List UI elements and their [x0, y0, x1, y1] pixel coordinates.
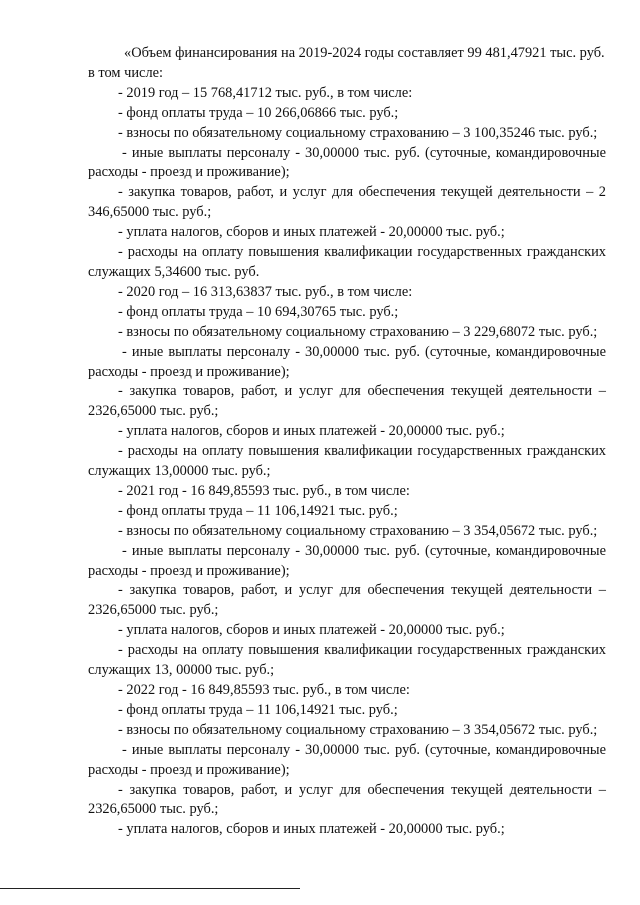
list-item: в том числе:	[88, 64, 164, 81]
list-item: - фонд оплаты труда – 11 106,14921 тыс. руб.;	[118, 502, 398, 519]
list-item: - фонд оплаты труда – 10 694,30765 тыс. руб.;	[118, 303, 399, 320]
list-item: - уплата налогов, сборов и иных платежей - 20,00000 тыс. руб.;	[118, 423, 505, 440]
list-item: - иные выплаты персоналу - 30,00000 тыс. руб. (суточные, командировочные расходы - проезд и проживание);	[88, 741, 606, 778]
footnote-separator	[0, 888, 300, 889]
list-item: - взносы по обязательному социальному страхованию – 3 100,35246 тыс. руб.;	[118, 124, 598, 141]
list-item: - закупка товаров, работ, и услуг для обеспечения текущей деятельности – 2326,65000 тыс. руб.;	[88, 383, 606, 420]
list-item: - фонд оплаты труда – 11 106,14921 тыс. руб.;	[118, 701, 398, 718]
document-body	[88, 44, 606, 840]
list-item: - закупка товаров, работ, и услуг для обеспечения текущей деятельности – 2326,65000 тыс. руб.;	[88, 781, 606, 818]
list-item: - фонд оплаты труда – 10 266,06866 тыс. руб.;	[118, 104, 399, 121]
list-item: - 2019 год – 15 768,41712 тыс. руб., в том числе:	[118, 84, 413, 101]
list-item: - закупка товаров, работ, и услуг для обеспечения текущей деятельности – 2326,65000 тыс. руб.;	[88, 582, 606, 619]
list-item: - взносы по обязательному социальному страхованию – 3 354,05672 тыс. руб.;	[118, 721, 598, 738]
list-item: - расходы на оплату повышения квалификации государственных гражданских служащих 13, 00000 тыс. руб.;	[88, 642, 606, 679]
list-item: - 2022 год - 16 849,85593 тыс. руб., в том числе:	[118, 682, 410, 698]
list-item: - закупка товаров, работ, и услуг для обеспечения текущей деятельности – 2 346,65000 тыс. руб.;	[88, 184, 606, 221]
list-item: - расходы на оплату повышения квалификации государственных гражданских служащих 13,00000 тыс. руб.;	[88, 443, 606, 480]
list-item: - расходы на оплату повышения квалификации государственных гражданских служащих 5,34600 тыс. руб.	[88, 244, 606, 280]
list-item: - уплата налогов, сборов и иных платежей - 20,00000 тыс. руб.;	[118, 622, 505, 639]
list-item: - 2021 год - 16 849,85593 тыс. руб., в том числе:	[118, 482, 410, 499]
list-item: - взносы по обязательному социальному страхованию – 3 229,68072 тыс. руб.;	[118, 323, 598, 340]
list-item: - уплата налогов, сборов и иных платежей - 20,00000 тыс. руб.;	[118, 224, 505, 241]
list-item: - 2020 год – 16 313,63837 тыс. руб., в том числе:	[118, 283, 413, 300]
financing-summary-paragraph: «Объем финансирования на 2019-2024 годы составляет 99 481,47921 тыс. руб.	[124, 45, 605, 61]
list-item: - взносы по обязательному социальному страхованию – 3 354,05672 тыс. руб.;	[118, 522, 598, 539]
list-item: - иные выплаты персоналу - 30,00000 тыс. руб. (суточные, командировочные расходы - проезд и проживание);	[88, 144, 606, 181]
list-item: - иные выплаты персоналу - 30,00000 тыс. руб. (суточные, командировочные расходы - проезд и проживание);	[88, 343, 606, 380]
list-item: - уплата налогов, сборов и иных платежей - 20,00000 тыс. руб.;	[118, 821, 505, 838]
list-item: - иные выплаты персоналу - 30,00000 тыс. руб. (суточные, командировочные расходы - проезд и проживание);	[88, 542, 606, 579]
